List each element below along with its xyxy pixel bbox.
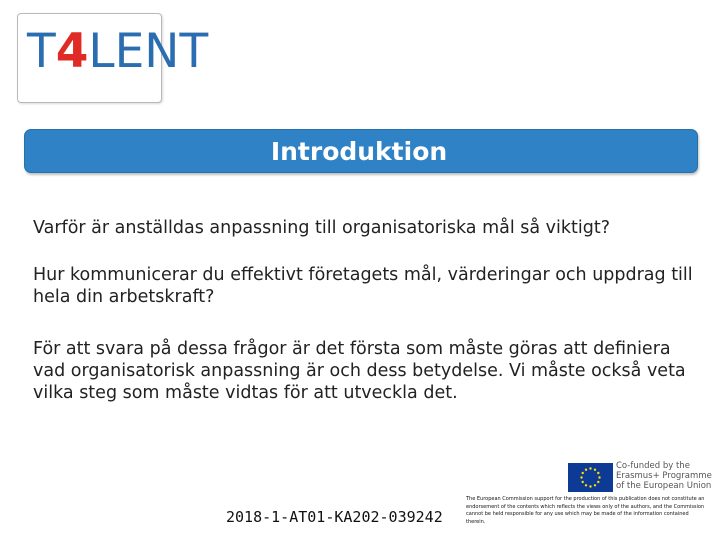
eu-star — [589, 485, 591, 487]
project-code: 2018-1-AT01-KA202-039242 — [226, 508, 443, 526]
t4lent-logo — [17, 13, 209, 103]
eu-star — [582, 481, 584, 483]
eu-star — [585, 469, 587, 471]
eu-flag-icon — [568, 463, 613, 492]
eu-star — [598, 476, 600, 478]
eu-funding-label — [616, 461, 716, 491]
body-paragraph-3: För att svara på dessa frågor är det första som måste göras att definiera vad organisatorisk anpassning är och dess betydelse. Vi måste också veta vilka steg som måste vidtas för att utveckla det. — [33, 339, 686, 403]
eu-star — [594, 484, 596, 486]
eu-star — [585, 484, 587, 486]
eu-line-2: Erasmus+ Programme — [616, 471, 712, 481]
section-title-bar — [24, 129, 698, 173]
eu-line-1: Co-funded by the — [616, 461, 690, 471]
eu-star — [582, 472, 584, 474]
eu-disclaimer: The European Commission support for the production of this publication does not constitute an endorsement of the contents which reflects the views only of the authors, and the Commission cannot be held responsible for any use which may be made of the information contained therein. — [466, 496, 705, 525]
eu-star — [594, 469, 596, 471]
eu-star — [589, 467, 591, 469]
section-title: Introduktion — [270, 136, 448, 166]
body-paragraph-1: Varför är anställdas anpassning till organisatoriska mål så viktigt? — [33, 218, 611, 238]
body-paragraph-2: Hur kommunicerar du effektivt företagets mål, värderingar och uppdrag till hela din arbetskraft? — [33, 265, 693, 307]
logo-part-lent: LENT — [88, 24, 209, 79]
eu-line-3: of the European Union — [616, 481, 712, 491]
logo-part-t: T — [27, 24, 56, 79]
logo-wordmark — [27, 24, 209, 79]
eu-star — [597, 472, 599, 474]
eu-star — [580, 476, 582, 478]
eu-star — [597, 481, 599, 483]
logo-part-4: 4 — [55, 24, 89, 79]
